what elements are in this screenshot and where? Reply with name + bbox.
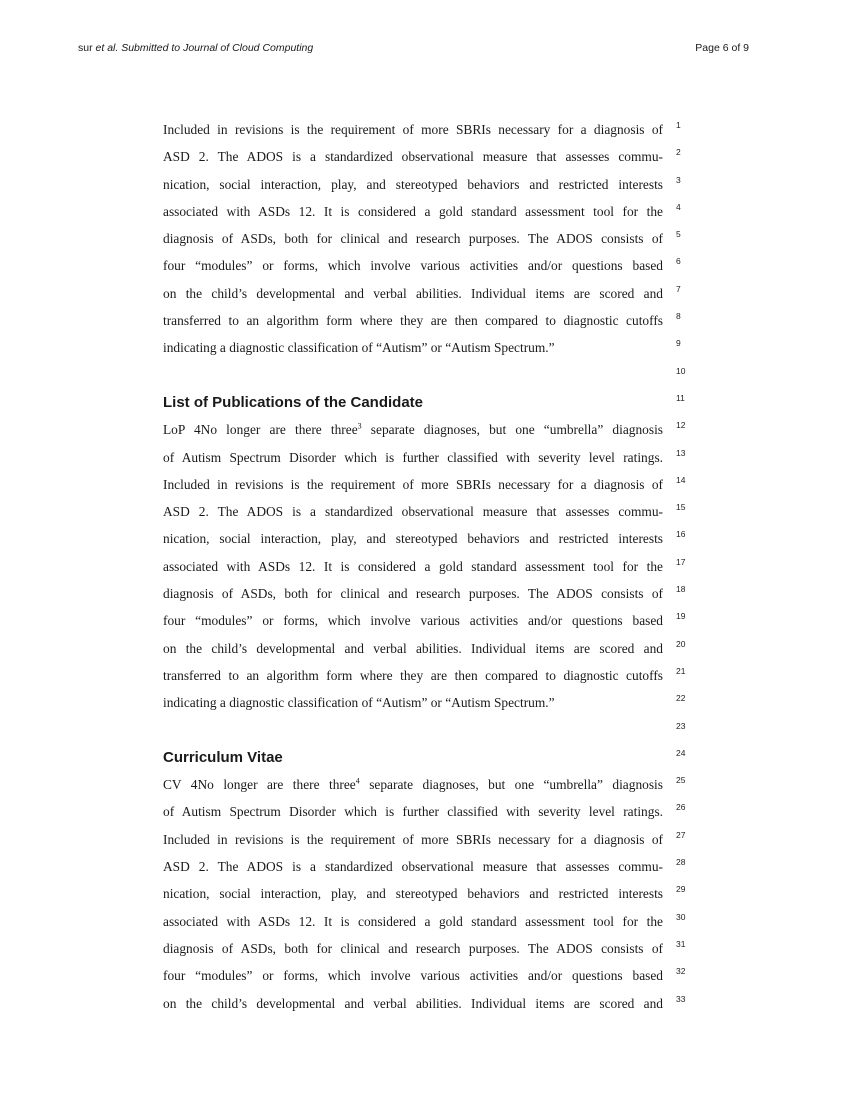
- line-number: 32: [676, 966, 686, 977]
- text-line: on the child’s developmental and verbal abilities. Individual items are scored and: [163, 285, 663, 301]
- line-number: 8: [676, 311, 681, 322]
- line-number: 2: [676, 147, 681, 158]
- running-head-author: sur: [78, 42, 96, 54]
- paragraph-publications: [163, 416, 663, 716]
- paragraph-intro: [163, 116, 663, 362]
- line-number: 9: [676, 338, 681, 349]
- line-number: 15: [676, 502, 686, 513]
- running-head-citation: [78, 42, 313, 54]
- text-line-first: [163, 416, 663, 443]
- line-number: 11: [676, 392, 685, 403]
- text-line: nication, social interaction, play, and stereotyped behaviors and restricted interests: [163, 176, 663, 192]
- text-fragment: separate diagnoses, but one “umbrella” diagnosis: [361, 422, 664, 438]
- text-line: associated with ASDs 12. It is considered a gold standard assessment tool for the: [163, 913, 663, 929]
- line-number: 28: [676, 857, 686, 868]
- text-line: Included in revisions is the requirement of more SBRIs necessary for a diagnosis of: [163, 476, 663, 492]
- line-number: 3: [676, 174, 681, 185]
- line-number: 1: [676, 120, 681, 130]
- line-number: 7: [676, 283, 681, 294]
- text-line: associated with ASDs 12. It is considered a gold standard assessment tool for the: [163, 558, 663, 574]
- text-line: of Autism Spectrum Disorder which is further classified with severity level ratings.: [163, 449, 663, 465]
- line-number: 12: [676, 420, 686, 431]
- line-number: 18: [676, 584, 686, 595]
- text-line: ASD 2. The ADOS is a standardized observational measure that assesses commu-: [163, 504, 663, 520]
- text-line: diagnosis of ASDs, both for clinical and research purposes. The ADOS consists of: [163, 586, 663, 602]
- footnote-marker: 3: [357, 421, 362, 431]
- text-line: four “modules” or forms, which involve various activities and/or questions based: [163, 968, 663, 984]
- page-number: Page 6 of 9: [695, 42, 749, 54]
- text-fragment: LoP 4No longer are there three: [163, 422, 358, 438]
- line-number: 26: [676, 802, 686, 813]
- text-line: nication, social interaction, play, and stereotyped behaviors and restricted interests: [163, 531, 663, 547]
- line-number: 20: [676, 638, 686, 649]
- text-line: transferred to an algorithm form where they are then compared to diagnostic cutoffs: [163, 667, 663, 683]
- text-line: indicating a diagnostic classification of “Autism” or “Autism Spectrum.”: [163, 340, 555, 356]
- line-number: 16: [676, 529, 686, 540]
- text-line: on the child’s developmental and verbal abilities. Individual items are scored and: [163, 995, 663, 1011]
- body-text: [163, 116, 663, 1017]
- line-number: 13: [676, 447, 686, 458]
- text-line: diagnosis of ASDs, both for clinical and research purposes. The ADOS consists of: [163, 231, 663, 247]
- text-line: Included in revisions is the requirement of more SBRIs necessary for a diagnosis of: [163, 831, 663, 847]
- line-number: 27: [676, 829, 686, 840]
- line-number: 4: [676, 201, 681, 212]
- line-number: 22: [676, 693, 686, 704]
- text-fragment: separate diagnoses, but one “umbrella” diagnosis: [359, 777, 663, 793]
- line-number: 24: [676, 747, 686, 758]
- line-number: 6: [676, 256, 681, 267]
- text-line: associated with ASDs 12. It is considered a gold standard assessment tool for the: [163, 203, 663, 219]
- footnote-marker: 4: [355, 776, 360, 786]
- line-number: 33: [676, 993, 686, 1004]
- line-number: 23: [676, 720, 686, 731]
- line-number-column: [676, 116, 696, 1017]
- text-line: ASD 2. The ADOS is a standardized observational measure that assesses commu-: [163, 859, 663, 875]
- text-line: of Autism Spectrum Disorder which is further classified with severity level ratings.: [163, 804, 663, 820]
- line-number: 25: [676, 775, 686, 786]
- running-head-journal: et al. Submitted to Journal of Cloud Computing: [95, 42, 314, 54]
- line-number: 21: [676, 665, 686, 676]
- text-line: four “modules” or forms, which involve various activities and/or questions based: [163, 258, 663, 274]
- line-number: 30: [676, 911, 686, 922]
- line-number: 31: [676, 938, 686, 949]
- text-line: transferred to an algorithm form where they are then compared to diagnostic cutoffs: [163, 313, 663, 329]
- text-line: Included in revisions is the requirement of more SBRIs necessary for a diagnosis of: [163, 122, 663, 137]
- line-number: 10: [676, 365, 686, 376]
- section-heading-cv: Curriculum Vitae: [163, 748, 283, 766]
- text-line: diagnosis of ASDs, both for clinical and research purposes. The ADOS consists of: [163, 940, 663, 956]
- line-number: 5: [676, 229, 681, 240]
- text-line-first: [163, 771, 663, 798]
- text-line: indicating a diagnostic classification of “Autism” or “Autism Spectrum.”: [163, 695, 555, 711]
- text-fragment: CV 4No longer are there three: [163, 777, 356, 793]
- line-number: 14: [676, 474, 686, 485]
- text-line: ASD 2. The ADOS is a standardized observational measure that assesses commu-: [163, 149, 663, 165]
- text-line: four “modules” or forms, which involve various activities and/or questions based: [163, 613, 663, 629]
- section-heading-publications: List of Publications of the Candidate: [163, 393, 424, 411]
- text-line: nication, social interaction, play, and stereotyped behaviors and restricted interests: [163, 886, 663, 902]
- line-number: 17: [676, 556, 686, 567]
- running-head: [78, 42, 749, 58]
- line-number: 19: [676, 611, 686, 622]
- line-number: 29: [676, 884, 686, 895]
- text-line: on the child’s developmental and verbal abilities. Individual items are scored and: [163, 640, 663, 656]
- paragraph-cv: [163, 771, 663, 1017]
